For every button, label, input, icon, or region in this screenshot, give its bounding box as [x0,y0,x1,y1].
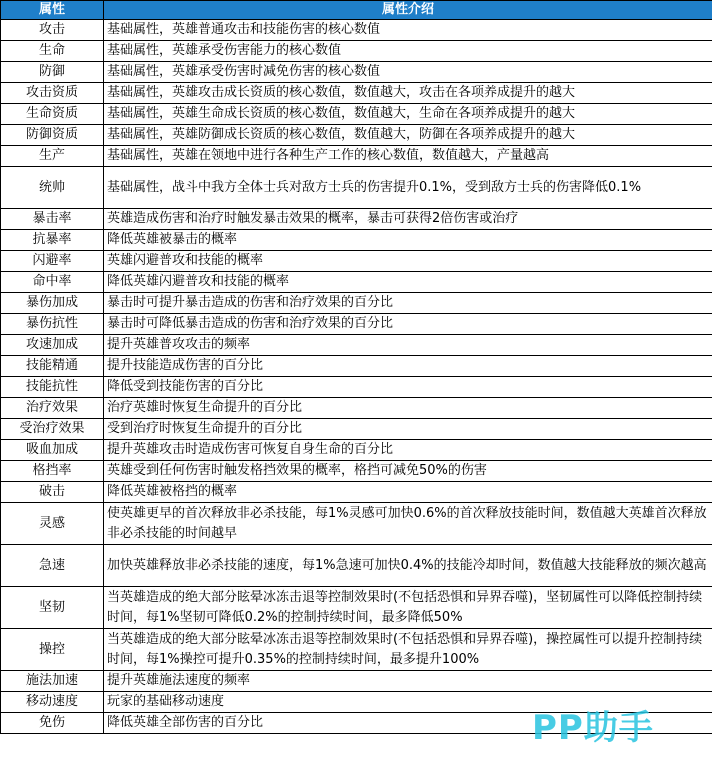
table-row [1,461,712,482]
attribute-description: 降低英雄闪避普攻和技能的概率 [104,272,712,293]
attribute-description: 当英雄造成的绝大部分眩晕冰冻击退等控制效果时(不包括恐惧和异界吞噬)，坚韧属性可以降低控制持续时间，每1%坚韧可降低0.2%的控制持续时间，最多降低50% [104,587,712,629]
attribute-description: 基础属性，英雄防御成长资质的核心数值，数值越大，防御在各项养成提升的越大 [104,125,712,146]
table-row [1,335,712,356]
attribute-description: 基础属性，英雄普通攻击和技能伤害的核心数值 [104,20,712,41]
table-row [1,419,712,440]
attribute-name: 生命资质 [1,104,104,125]
attribute-name: 命中率 [1,272,104,293]
attribute-description: 提升英雄施法速度的频率 [104,671,712,692]
table-row [1,671,712,692]
table-row [1,482,712,503]
table-row [1,398,712,419]
attribute-description: 提升技能造成伤害的百分比 [104,356,712,377]
header-description: 属性介绍 [104,1,712,20]
attribute-name: 闪避率 [1,251,104,272]
attribute-description: 基础属性，英雄在领地中进行各种生产工作的核心数值，数值越大，产量越高 [104,146,712,167]
attribute-description: 提升英雄普攻攻击的频率 [104,335,712,356]
attribute-name: 生命 [1,41,104,62]
attribute-description: 治疗英雄时恢复生命提升的百分比 [104,398,712,419]
header-attribute: 属性 [1,1,104,20]
attribute-name: 受治疗效果 [1,419,104,440]
attribute-name: 施法加速 [1,671,104,692]
table-row [1,713,712,734]
table-row [1,545,712,587]
table-row [1,587,712,629]
table-row [1,692,712,713]
attribute-name: 攻击资质 [1,83,104,104]
attribute-description: 降低受到技能伤害的百分比 [104,377,712,398]
attribute-description: 基础属性，英雄生命成长资质的核心数值，数值越大，生命在各项养成提升的越大 [104,104,712,125]
attribute-name: 坚韧 [1,587,104,629]
attribute-name: 攻击 [1,20,104,41]
table-row [1,251,712,272]
attribute-name: 技能精通 [1,356,104,377]
attribute-description: 英雄闪避普攻和技能的概率 [104,251,712,272]
attribute-description: 暴击时可提升暴击造成的伤害和治疗效果的百分比 [104,293,712,314]
table-row [1,356,712,377]
attribute-description: 基础属性，英雄承受伤害能力的核心数值 [104,41,712,62]
attribute-description: 使英雄更早的首次释放非必杀技能，每1%灵感可加快0.6%的首次释放技能时间，数值越大英雄首次释放非必杀技能的时间越早 [104,503,712,545]
attribute-name: 防御资质 [1,125,104,146]
attribute-name: 统帅 [1,167,104,209]
watermark-logo: PP助手 [532,708,654,748]
table-row [1,314,712,335]
attribute-description: 基础属性，英雄承受伤害时减免伤害的核心数值 [104,62,712,83]
table-row [1,629,712,671]
attribute-name: 灵感 [1,503,104,545]
attribute-description: 玩家的基础移动速度 [104,692,712,713]
attribute-description: 基础属性，英雄攻击成长资质的核心数值，数值越大，攻击在各项养成提升的越大 [104,83,712,104]
attribute-name: 治疗效果 [1,398,104,419]
table-row [1,20,712,41]
table-row [1,503,712,545]
table-row [1,83,712,104]
attribute-description: 降低英雄全部伤害的百分比 [104,713,712,734]
attribute-description: 提升英雄攻击时造成伤害可恢复自身生命的百分比 [104,440,712,461]
table-row [1,230,712,251]
attribute-name: 格挡率 [1,461,104,482]
table-row [1,62,712,83]
table-row [1,125,712,146]
table-row [1,440,712,461]
attribute-name: 免伤 [1,713,104,734]
table-header [1,1,712,20]
attribute-description: 英雄造成伤害和治疗时触发暴击效果的概率，暴击可获得2倍伤害或治疗 [104,209,712,230]
attribute-description: 当英雄造成的绝大部分眩晕冰冻击退等控制效果时(不包括恐惧和异界吞噬)，操控属性可以提升控制持续时间，每1%操控可提升0.35%的控制持续时间，最多提升100% [104,629,712,671]
attribute-description: 加快英雄释放非必杀技能的速度，每1%急速可加快0.4%的技能冷却时间，数值越大技能释放的频次越高 [104,545,712,587]
attribute-name: 急速 [1,545,104,587]
attribute-description: 降低英雄被暴击的概率 [104,230,712,251]
attribute-name: 防御 [1,62,104,83]
attribute-name: 暴伤加成 [1,293,104,314]
table-row [1,377,712,398]
attribute-name: 攻速加成 [1,335,104,356]
table-row [1,293,712,314]
table-row [1,272,712,293]
table-row [1,209,712,230]
attribute-description: 英雄受到任何伤害时触发格挡效果的概率，格挡可减免50%的伤害 [104,461,712,482]
attribute-description: 基础属性，战斗中我方全体士兵对敌方士兵的伤害提升0.1%，受到敌方士兵的伤害降低0.1% [104,167,712,209]
table-row [1,167,712,209]
attribute-name: 移动速度 [1,692,104,713]
attribute-name: 暴伤抗性 [1,314,104,335]
attribute-name: 破击 [1,482,104,503]
attribute-name: 操控 [1,629,104,671]
table-row [1,104,712,125]
attribute-name: 吸血加成 [1,440,104,461]
table-body [1,20,712,734]
attribute-name: 技能抗性 [1,377,104,398]
attribute-description: 受到治疗时恢复生命提升的百分比 [104,419,712,440]
table-row [1,41,712,62]
table-row [1,146,712,167]
attribute-description: 暴击时可降低暴击造成的伤害和治疗效果的百分比 [104,314,712,335]
attribute-name: 暴击率 [1,209,104,230]
header-row [1,1,712,20]
attribute-name: 抗暴率 [1,230,104,251]
attribute-description: 降低英雄被格挡的概率 [104,482,712,503]
attribute-name: 生产 [1,146,104,167]
